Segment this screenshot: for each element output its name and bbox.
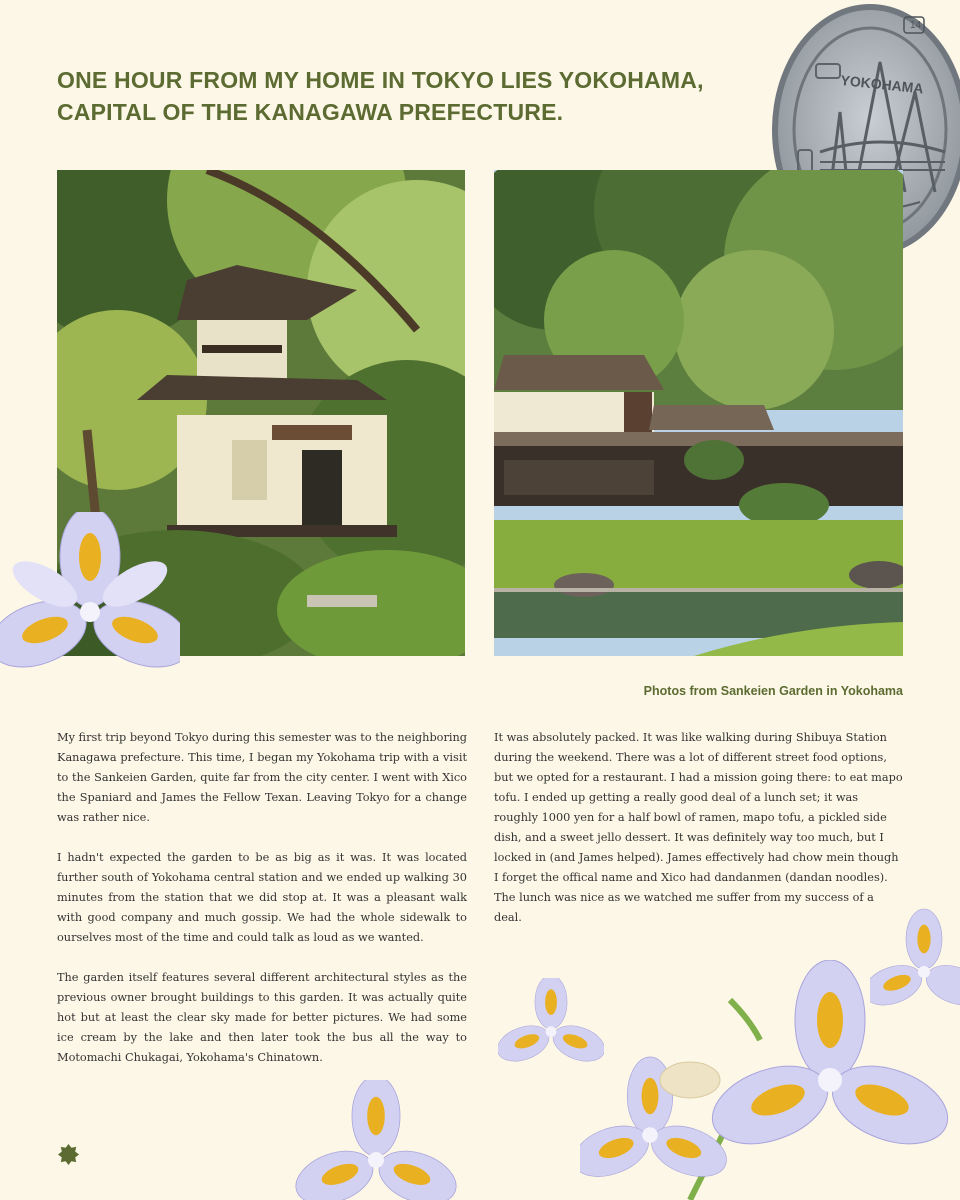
paragraph: My first trip beyond Tokyo during this semester was to the neighboring Kanagawa prefecture. This time, I began my Yokohama trip with a visit to the Sankeien Garden, quite far from the city center. I went with Xico the Spaniard and James the Fellow Texan. Leaving Tokyo for a change was rather nice. [57,731,467,824]
manhole-city-text: YOKOHAMA [839,71,925,97]
photo-garden-pond [494,170,903,656]
sun-badge-icon [57,1143,80,1166]
headline: ONE HOUR FROM MY HOME IN TOKYO LIES YOKOHAMA, CAPITAL OF THE KANAGAWA PREFECTURE. [57,67,704,125]
paragraph: It was absolutely packed. It was like walking during Shibuya Station during the weekend. There was a lot of different street food options, but we opted for a restaurant. I had a mission going there: to eat mapo tofu. I ended up getting a really good deal of a lunch set; it was roughly 1000 yen for a half bowl of ramen, mapo tofu, a pickled side dish, and a sweet jello dessert. It was definitely way too much, but I locked in (and James helped). James effectively had chow mein though I forget the offical name and Xico had dandanmen (dandan noodles). The lunch was nice as we watched me suffer from my success of a deal. [494,731,903,924]
iris-cluster-icon [580,960,960,1200]
body-column-right [494,728,904,948]
photo-caption: Photos from Sankeien Garden in Yokohama [643,684,903,698]
body-column-left [57,728,467,1088]
paragraph: The garden itself features several different architectural styles as the previous owner brought buildings to this garden. It was actually quite hot but at least the clear sky made for better pictures. We had some ice cream by the lake and then later took the bus all the way to Motomachi Chukagai, Yokohama's Chinatown. [57,971,467,1064]
iris-flower-icon [0,512,180,717]
paragraph: I hadn't expected the garden to be as big as it was. It was located further south of Yokohama central station and we ended up walking 30 minutes from the station that we did stop at. It was a pleasant walk with good company and much gossip. We had the whole sidewalk to ourselves most of the time and could talk as loud as we wanted. [57,851,467,944]
manhole-number: 14 [910,20,922,31]
iris-flower-icon [292,1080,460,1200]
